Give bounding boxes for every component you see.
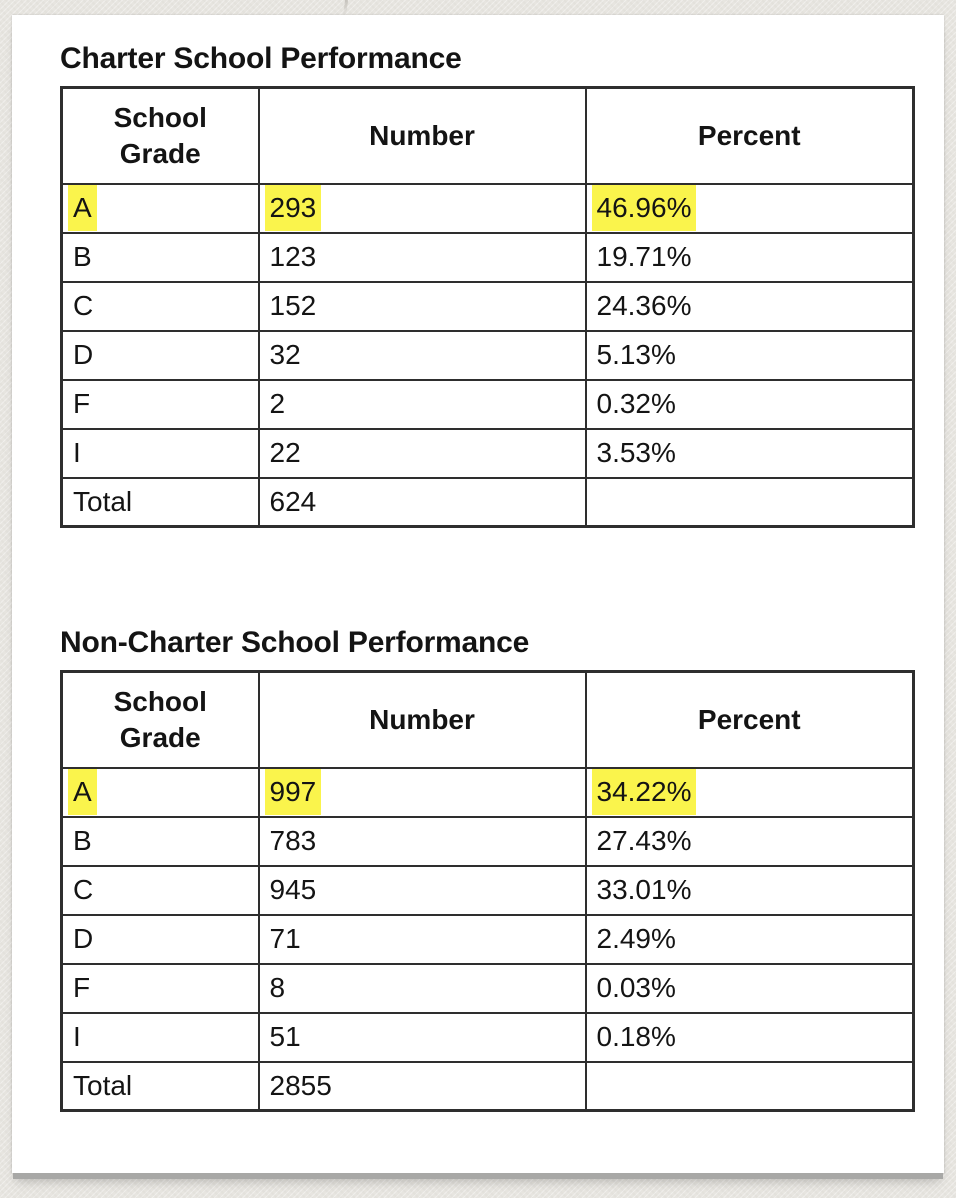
number-value: 71	[269, 923, 301, 954]
percent-value: 5.13%	[596, 339, 676, 370]
total-label: Total	[73, 485, 133, 517]
header-row	[62, 88, 914, 184]
number-cell	[259, 964, 586, 1013]
grade-cell	[62, 1062, 259, 1111]
grade-cell	[62, 233, 259, 282]
number-value: 2	[269, 388, 286, 419]
number-value: 22	[269, 437, 301, 468]
document-page	[12, 15, 944, 1173]
column-header-number: Number	[259, 88, 586, 184]
total-number-value: 624	[269, 485, 317, 517]
table-row-grade-a	[62, 184, 914, 233]
table-row-grade-b	[62, 233, 914, 282]
percent-value: 0.03%	[596, 972, 676, 1003]
grade-value: C	[73, 290, 94, 321]
table-row-grade-f	[62, 964, 914, 1013]
grade-cell	[62, 184, 259, 233]
paper-crease-artifact	[343, 0, 348, 16]
grade-cell	[62, 1013, 259, 1062]
percent-value: 33.01%	[596, 874, 692, 905]
grade-value: F	[73, 388, 91, 419]
number-cell	[259, 768, 586, 817]
grade-value: D	[73, 923, 94, 954]
number-value: 51	[269, 1021, 301, 1052]
column-header-school-grade: School Grade	[62, 88, 259, 184]
grade-value: C	[73, 874, 94, 905]
column-header-school-grade: School Grade	[62, 672, 259, 768]
number-cell	[259, 282, 586, 331]
percent-value: 46.96%	[592, 185, 697, 231]
number-value: 152	[269, 290, 317, 321]
number-value: 32	[269, 339, 301, 370]
table-row-grade-a	[62, 768, 914, 817]
table-row-grade-c	[62, 866, 914, 915]
grade-cell	[62, 331, 259, 380]
noncharter-performance-table	[60, 670, 915, 1112]
percent-value: 34.22%	[592, 769, 697, 815]
grade-cell	[62, 282, 259, 331]
number-cell	[259, 478, 586, 527]
charter-performance-section	[60, 41, 913, 528]
percent-value: 0.32%	[596, 388, 676, 419]
charter-table-title: Charter School Performance	[60, 42, 462, 75]
grade-value: F	[73, 972, 91, 1003]
number-value: 945	[269, 874, 317, 905]
number-value: 293	[265, 185, 322, 231]
grade-cell	[62, 964, 259, 1013]
column-header-number: Number	[259, 672, 586, 768]
number-cell	[259, 429, 586, 478]
number-value: 997	[265, 769, 322, 815]
number-cell	[259, 184, 586, 233]
table-row-total	[62, 1062, 914, 1111]
grade-cell	[62, 380, 259, 429]
number-value: 783	[269, 825, 317, 856]
total-number-value: 2855	[269, 1069, 332, 1101]
table-row-grade-c	[62, 282, 914, 331]
grade-value: I	[73, 1021, 81, 1052]
number-cell	[259, 817, 586, 866]
percent-cell	[586, 817, 914, 866]
table-row-grade-b	[62, 817, 914, 866]
percent-value: 24.36%	[596, 290, 692, 321]
grade-cell	[62, 768, 259, 817]
percent-cell	[586, 866, 914, 915]
percent-value: 2.49%	[596, 923, 676, 954]
number-cell	[259, 866, 586, 915]
noncharter-performance-section	[60, 625, 913, 1112]
grade-cell	[62, 915, 259, 964]
number-cell	[259, 233, 586, 282]
percent-cell	[586, 1013, 914, 1062]
grade-value: I	[73, 437, 81, 468]
percent-cell	[586, 768, 914, 817]
total-label: Total	[73, 1069, 133, 1101]
column-header-percent: Percent	[586, 88, 914, 184]
number-cell	[259, 915, 586, 964]
number-cell	[259, 380, 586, 429]
grade-value: A	[68, 769, 97, 815]
number-cell	[259, 1013, 586, 1062]
table-row-total	[62, 478, 914, 527]
table-row-grade-d	[62, 915, 914, 964]
grade-value: A	[68, 185, 97, 231]
percent-cell	[586, 478, 914, 527]
number-value: 123	[269, 241, 317, 272]
table-row-grade-i	[62, 429, 914, 478]
percent-cell	[586, 1062, 914, 1111]
percent-cell	[586, 184, 914, 233]
percent-value: 3.53%	[596, 437, 676, 468]
grade-value: B	[73, 825, 92, 856]
number-cell	[259, 1062, 586, 1111]
grade-value: D	[73, 339, 94, 370]
grade-cell	[62, 817, 259, 866]
charter-performance-table	[60, 86, 915, 528]
grade-cell	[62, 478, 259, 527]
percent-cell	[586, 429, 914, 478]
grade-cell	[62, 866, 259, 915]
percent-cell	[586, 282, 914, 331]
percent-value: 19.71%	[596, 241, 692, 272]
table-row-grade-i	[62, 1013, 914, 1062]
column-header-percent: Percent	[586, 672, 914, 768]
percent-value: 0.18%	[596, 1021, 676, 1052]
noncharter-table-title: Non-Charter School Performance	[60, 626, 530, 659]
table-row-grade-d	[62, 331, 914, 380]
grade-value: B	[73, 241, 92, 272]
number-value: 8	[269, 972, 286, 1003]
header-row	[62, 672, 914, 768]
percent-cell	[586, 380, 914, 429]
percent-cell	[586, 233, 914, 282]
table-row-grade-f	[62, 380, 914, 429]
percent-cell	[586, 915, 914, 964]
grade-cell	[62, 429, 259, 478]
percent-cell	[586, 964, 914, 1013]
number-cell	[259, 331, 586, 380]
percent-cell	[586, 331, 914, 380]
percent-value: 27.43%	[596, 825, 692, 856]
